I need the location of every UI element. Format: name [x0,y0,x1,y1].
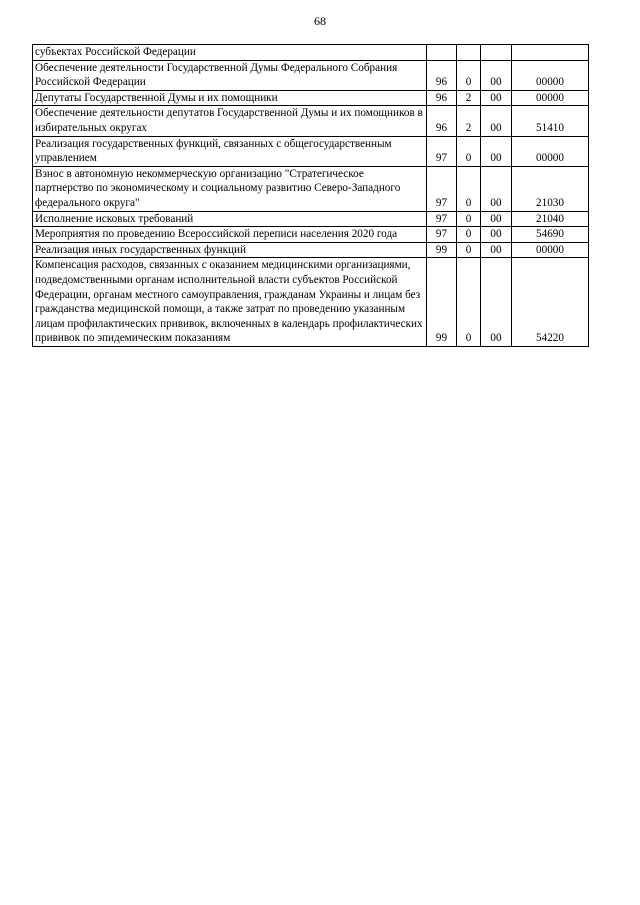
program-code-cell: 99 [427,242,457,258]
direction-code-cell: 00000 [512,242,589,258]
subprogram-code-cell: 2 [457,90,481,106]
main-activity-code-cell: 00 [481,106,512,136]
program-code-cell: 96 [427,106,457,136]
program-code-cell: 97 [427,136,457,166]
item-name-cell: Реализация иных государственных функций [33,242,427,258]
subprogram-code-cell: 2 [457,106,481,136]
page-number: 68 [314,14,326,28]
table-row [33,136,589,166]
program-code-cell: 96 [427,60,457,90]
direction-code-cell: 00000 [512,90,589,106]
direction-code-cell: 54220 [512,258,589,347]
table-row [33,60,589,90]
main-activity-code-cell: 00 [481,211,512,227]
main-activity-code-cell [481,45,512,61]
main-activity-code-cell: 00 [481,90,512,106]
item-name-cell: Обеспечение деятельности депутатов Государственной Думы и их помощников в избирательных округах [33,106,427,136]
main-activity-code-cell: 00 [481,258,512,347]
program-code-cell: 96 [427,90,457,106]
subprogram-code-cell: 0 [457,242,481,258]
program-code-cell: 97 [427,211,457,227]
item-name-cell: Взнос в автономную некоммерческую организацию "Стратегическое партнерство по экономическому и социальному развитию Северо-Западного федерального округа" [33,166,427,211]
main-activity-code-cell: 00 [481,60,512,90]
main-activity-code-cell: 00 [481,242,512,258]
item-name-cell: Мероприятия по проведению Всероссийской переписи населения 2020 года [33,227,427,243]
direction-code-cell: 51410 [512,106,589,136]
item-name-cell: субъектах Российской Федерации [33,45,427,61]
item-name-cell: Исполнение исковых требований [33,211,427,227]
subprogram-code-cell [457,45,481,61]
subprogram-code-cell: 0 [457,166,481,211]
direction-code-cell: 54690 [512,227,589,243]
table-row [33,258,589,347]
item-name-cell: Реализация государственных функций, связанных с общегосударственным управлением [33,136,427,166]
direction-code-cell: 21040 [512,211,589,227]
direction-code-cell: 00000 [512,60,589,90]
program-code-cell: 97 [427,227,457,243]
subprogram-code-cell: 0 [457,136,481,166]
table-row [33,106,589,136]
item-name-cell: Депутаты Государственной Думы и их помощники [33,90,427,106]
table-row [33,45,589,61]
item-name-cell: Обеспечение деятельности Государственной Думы Федерального Собрания Российской Федерации [33,60,427,90]
direction-code-cell: 00000 [512,136,589,166]
main-activity-code-cell: 00 [481,136,512,166]
subprogram-code-cell: 0 [457,227,481,243]
table-row [33,242,589,258]
program-code-cell [427,45,457,61]
table-row [33,227,589,243]
subprogram-code-cell: 0 [457,60,481,90]
program-code-cell: 97 [427,166,457,211]
direction-code-cell [512,45,589,61]
table-row [33,90,589,106]
main-activity-code-cell: 00 [481,166,512,211]
budget-classification-table [32,44,589,347]
program-code-cell: 99 [427,258,457,347]
direction-code-cell: 21030 [512,166,589,211]
table-row [33,166,589,211]
main-activity-code-cell: 00 [481,227,512,243]
subprogram-code-cell: 0 [457,211,481,227]
table-row [33,211,589,227]
item-name-cell: Компенсация расходов, связанных с оказанием медицинскими организациями, подведомственными органам исполнительной власти субъектов Российской Федерации, органам местного самоуправления, гражданам Украины и лицам без гражданства медицинской помощи, а также затрат по проведению указанным лицам профилактических прививок, включенных в календарь профилактических прививок по эпидемическим показаниям [33,258,427,347]
subprogram-code-cell: 0 [457,258,481,347]
